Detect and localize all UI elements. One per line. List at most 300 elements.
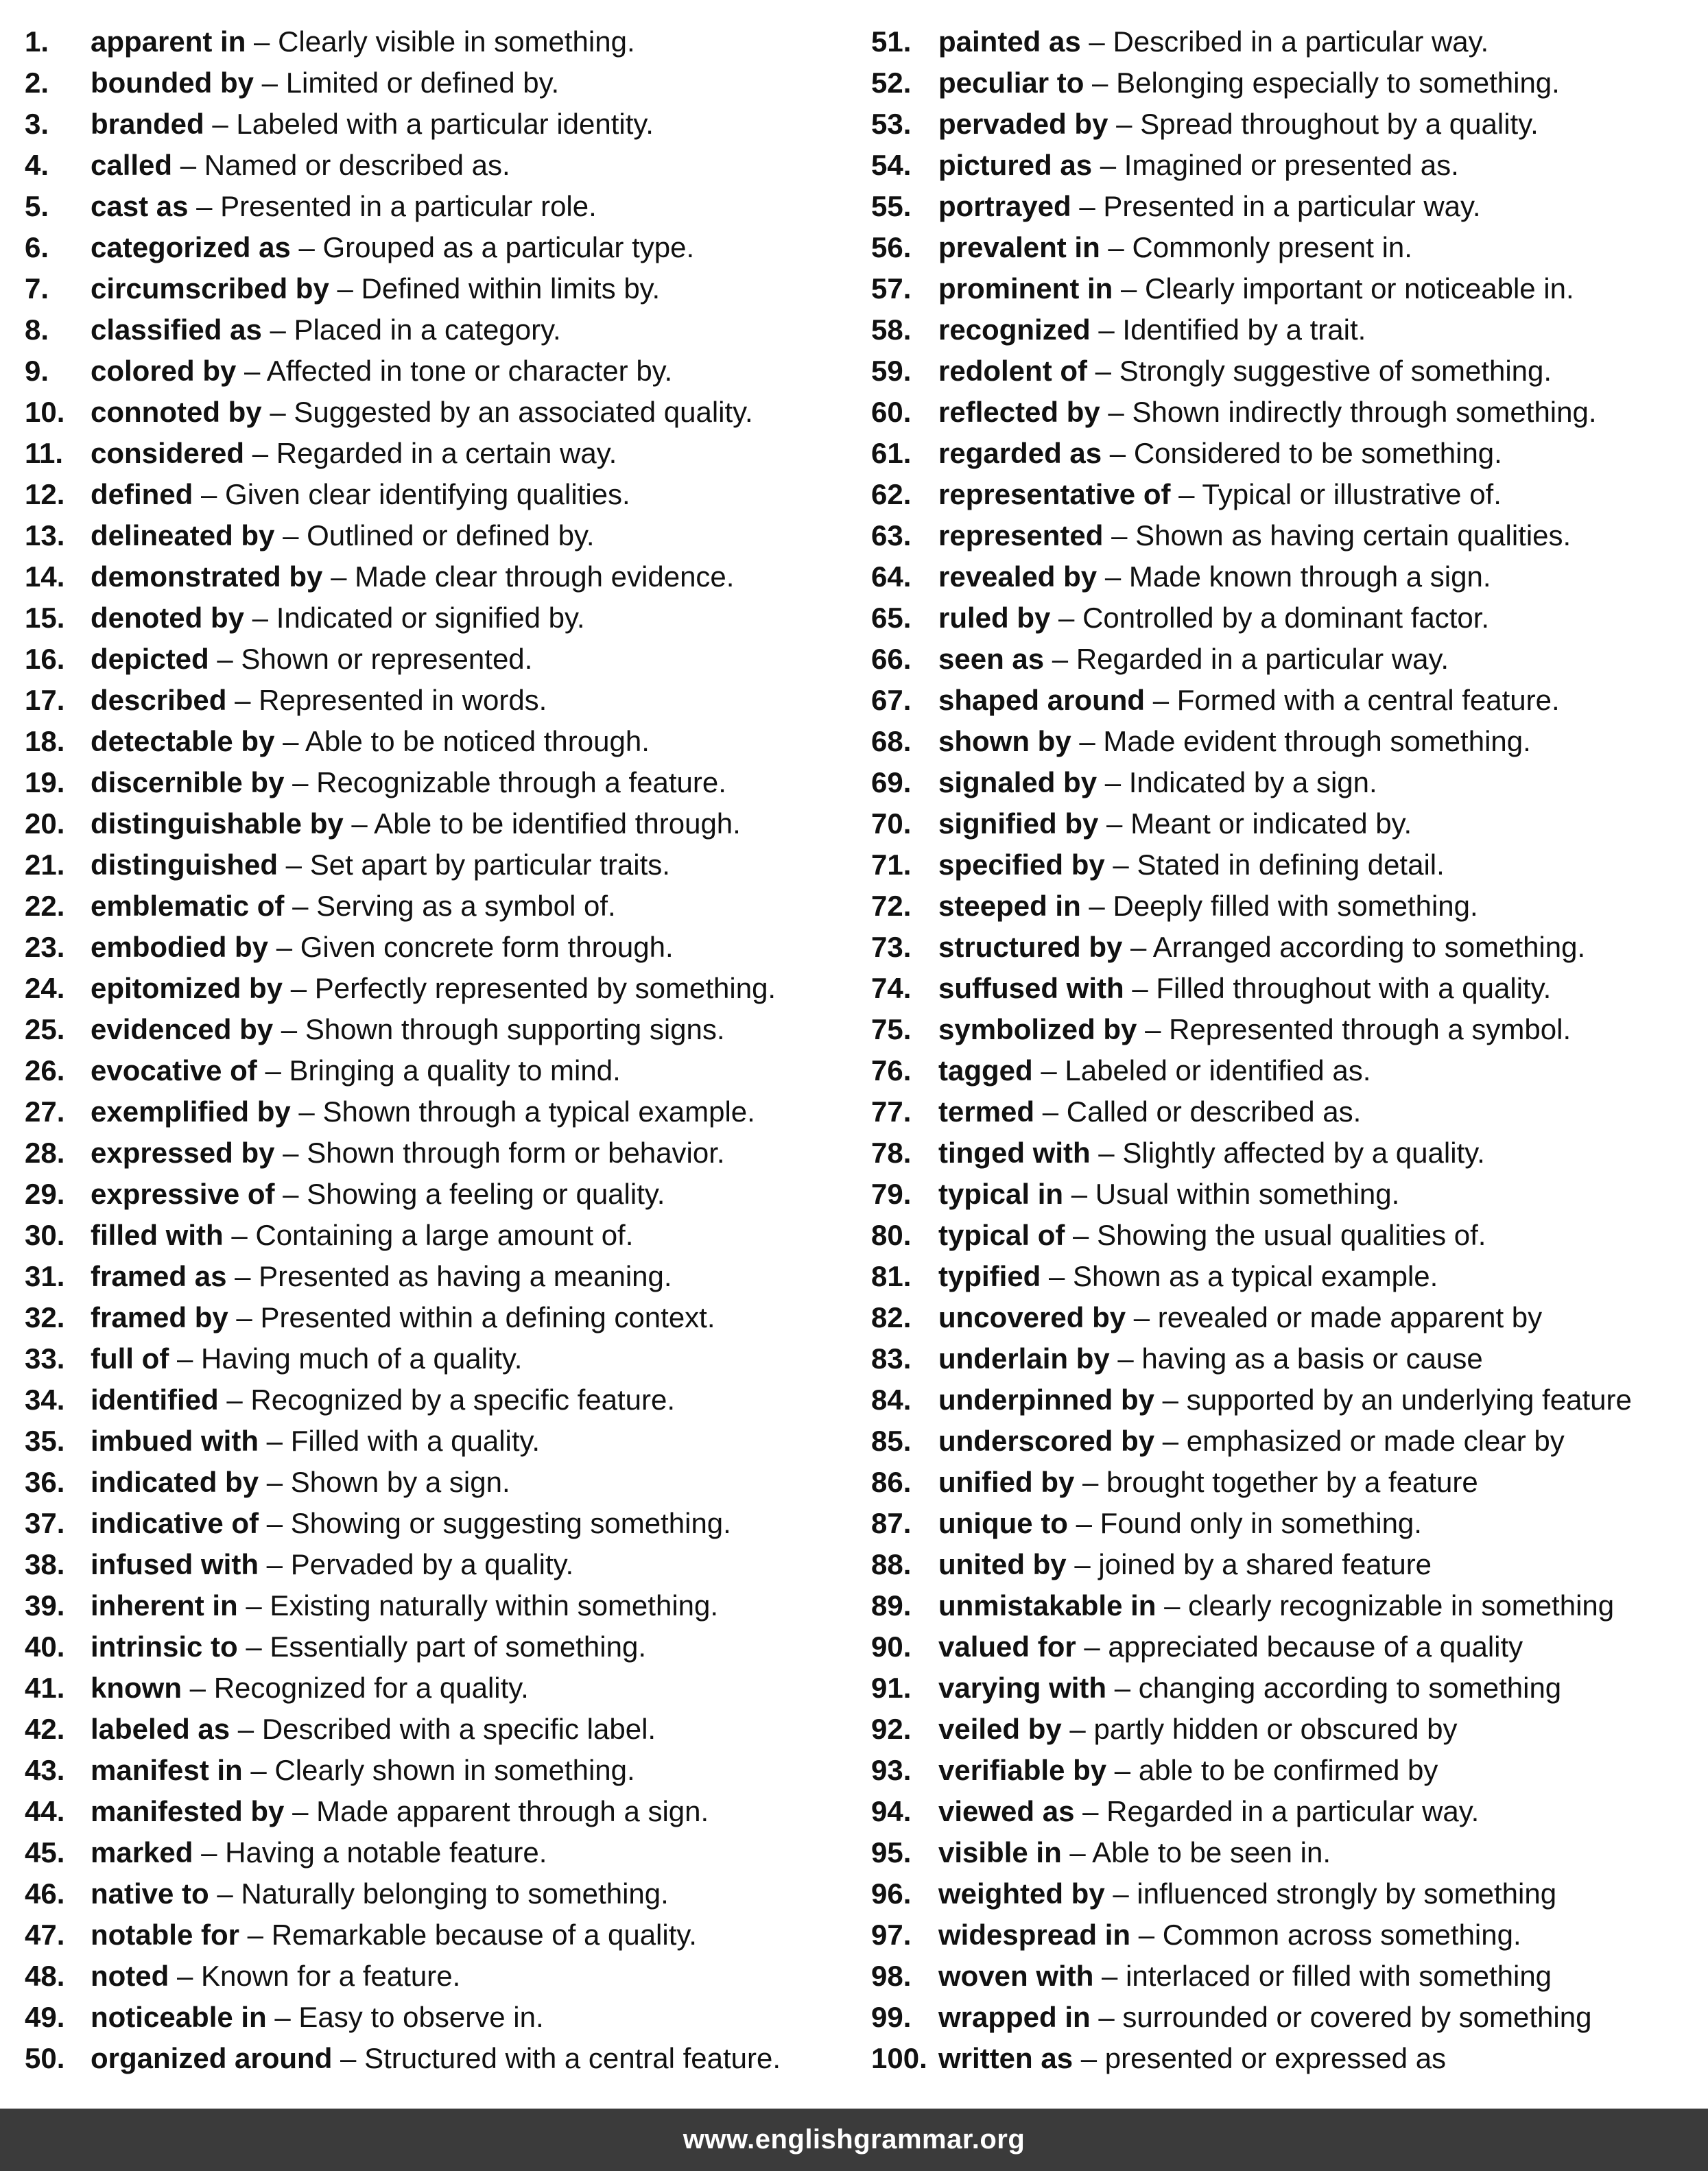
item-definition: Slightly affected by a quality. xyxy=(1122,1137,1485,1169)
item-definition: Bringing a quality to mind. xyxy=(289,1054,621,1087)
item-separator: – xyxy=(1097,560,1129,593)
item-number: 29. xyxy=(25,1178,65,1210)
list-item xyxy=(25,1259,848,1301)
item-separator: – xyxy=(239,1919,272,1951)
item-number: 23. xyxy=(25,931,65,963)
list-item xyxy=(25,1177,848,1218)
item-number: 43. xyxy=(25,1754,65,1786)
item-number: 58. xyxy=(871,313,912,346)
item-term: reflected by xyxy=(938,396,1100,428)
item-number: 18. xyxy=(25,725,65,757)
item-text xyxy=(91,272,660,306)
item-term: classified as xyxy=(91,313,262,346)
item-definition: Spread throughout by a quality. xyxy=(1140,108,1539,140)
item-term: prominent in xyxy=(938,272,1113,305)
item-term: defined xyxy=(91,478,193,510)
item-term: ruled by xyxy=(938,602,1051,634)
item-number: 75. xyxy=(871,1013,912,1045)
item-definition: Typical or illustrative of. xyxy=(1202,478,1502,510)
item-separator: – xyxy=(253,67,286,99)
item-text xyxy=(91,930,674,964)
item-separator: – xyxy=(1154,1425,1187,1457)
list-item xyxy=(871,1095,1701,1136)
item-separator: – xyxy=(259,1507,291,1539)
item-term: notable for xyxy=(91,1919,239,1951)
item-separator: – xyxy=(274,1137,307,1169)
item-text xyxy=(938,724,1531,759)
list-item xyxy=(871,230,1701,272)
item-term: representative of xyxy=(938,478,1171,510)
item-separator: – xyxy=(1071,725,1104,757)
item-separator: – xyxy=(1061,1836,1093,1869)
item-number: 88. xyxy=(871,1548,912,1580)
item-term: circumscribed by xyxy=(91,272,329,305)
item-text xyxy=(938,1547,1432,1582)
item-definition: Affected in tone or character by. xyxy=(266,355,673,387)
item-text xyxy=(91,724,650,759)
item-text xyxy=(938,1383,1632,1417)
item-separator: – xyxy=(1106,1754,1139,1786)
list-item xyxy=(871,724,1701,766)
list-item xyxy=(25,1012,848,1054)
item-term: denoted by xyxy=(91,602,245,634)
item-definition: Suggested by an associated quality. xyxy=(294,396,753,428)
item-separator: – xyxy=(268,931,300,963)
item-number: 24. xyxy=(25,972,65,1004)
list-item xyxy=(871,1342,1701,1383)
item-number: 76. xyxy=(871,1054,912,1087)
list-item xyxy=(871,272,1701,313)
item-term: imbued with xyxy=(91,1425,259,1457)
item-number: 62. xyxy=(871,478,912,510)
item-definition: Grouped as a particular type. xyxy=(322,231,695,263)
list-item xyxy=(871,1589,1701,1630)
list-item xyxy=(25,354,848,395)
list-item xyxy=(871,189,1701,230)
item-separator: – xyxy=(1106,1672,1139,1704)
item-definition: Labeled or identified as. xyxy=(1065,1054,1371,1087)
item-term: redolent of xyxy=(938,355,1087,387)
list-item xyxy=(871,1383,1701,1424)
item-term: discernible by xyxy=(91,766,285,798)
item-separator: – xyxy=(261,313,294,346)
item-number: 89. xyxy=(871,1589,912,1622)
item-separator: – xyxy=(188,190,221,222)
list-item xyxy=(871,1465,1701,1506)
list-item xyxy=(871,313,1701,354)
item-separator: – xyxy=(278,849,310,881)
item-text xyxy=(91,2041,781,2076)
item-text xyxy=(91,1753,635,1788)
item-text xyxy=(938,601,1489,635)
item-number: 64. xyxy=(871,560,912,593)
list-item xyxy=(871,395,1701,436)
item-term: shown by xyxy=(938,725,1071,757)
item-number: 84. xyxy=(871,1384,912,1416)
item-number: 36. xyxy=(25,1466,65,1498)
item-separator: – xyxy=(1097,766,1129,798)
item-separator: – xyxy=(204,108,237,140)
list-item xyxy=(25,601,848,642)
item-term: unique to xyxy=(938,1507,1068,1539)
item-term: evocative of xyxy=(91,1054,257,1087)
item-definition: Common across something. xyxy=(1162,1919,1521,1951)
list-item xyxy=(25,1877,848,1918)
item-text xyxy=(938,1301,1542,1335)
item-definition: Presented in a particular role. xyxy=(220,190,597,222)
list-item xyxy=(871,477,1701,519)
item-number: 54. xyxy=(871,149,912,181)
item-separator: – xyxy=(259,1425,291,1457)
item-text xyxy=(938,1095,1361,1129)
list-item xyxy=(25,1630,848,1671)
item-definition: Described with a specific label. xyxy=(261,1713,656,1745)
item-term: peculiar to xyxy=(938,67,1084,99)
item-number: 51. xyxy=(871,25,912,58)
item-term: embodied by xyxy=(91,931,269,963)
item-term: pervaded by xyxy=(938,108,1108,140)
item-text xyxy=(91,354,672,388)
item-definition: Shown as having certain qualities. xyxy=(1135,519,1571,551)
item-number: 59. xyxy=(871,355,912,387)
item-number: 61. xyxy=(871,437,912,469)
item-number: 22. xyxy=(25,890,65,922)
list-item xyxy=(25,519,848,560)
item-text xyxy=(91,601,585,635)
item-separator: – xyxy=(169,1960,202,1992)
item-text xyxy=(938,766,1377,800)
item-term: emblematic of xyxy=(91,890,285,922)
item-text xyxy=(938,354,1552,388)
item-term: cast as xyxy=(91,190,189,222)
item-number: 15. xyxy=(25,602,65,634)
item-text xyxy=(938,1753,1438,1788)
item-number: 93. xyxy=(871,1754,912,1786)
item-text xyxy=(91,148,510,182)
item-text xyxy=(91,971,776,1006)
item-definition: Commonly present in. xyxy=(1132,231,1412,263)
item-definition: Showing the usual qualities of. xyxy=(1097,1219,1486,1251)
item-term: infused with xyxy=(91,1548,259,1580)
item-number: 17. xyxy=(25,684,65,716)
item-number: 12. xyxy=(25,478,65,510)
item-separator: – xyxy=(1104,849,1137,881)
item-separator: – xyxy=(182,1672,214,1704)
list-item xyxy=(25,148,848,189)
item-term: tinged with xyxy=(938,1137,1091,1169)
list-item xyxy=(871,148,1701,189)
item-definition: Perfectly represented by something. xyxy=(314,972,776,1004)
item-term: organized around xyxy=(91,2042,333,2074)
item-separator: – xyxy=(1103,519,1136,551)
item-text xyxy=(938,930,1585,964)
list-item xyxy=(871,1836,1701,1877)
item-term: known xyxy=(91,1672,182,1704)
item-text xyxy=(938,683,1560,717)
item-separator: – xyxy=(237,1630,270,1663)
item-text xyxy=(938,1218,1486,1253)
item-definition: partly hidden or obscured by xyxy=(1093,1713,1458,1745)
item-number: 80. xyxy=(871,1219,912,1251)
item-separator: – xyxy=(290,231,323,263)
item-separator: – xyxy=(274,1178,307,1210)
item-separator: – xyxy=(1100,396,1132,428)
item-separator: – xyxy=(1090,1137,1123,1169)
item-separator: – xyxy=(1061,1713,1094,1745)
item-term: filled with xyxy=(91,1219,224,1251)
list-item xyxy=(25,436,848,477)
item-definition: Able to be seen in. xyxy=(1092,1836,1331,1869)
item-term: recognized xyxy=(938,313,1091,346)
list-item xyxy=(25,560,848,601)
item-number: 1. xyxy=(25,25,49,58)
item-term: unmistakable in xyxy=(938,1589,1157,1622)
item-text xyxy=(91,2000,544,2034)
item-definition: Controlled by a dominant factor. xyxy=(1082,602,1490,634)
item-term: framed by xyxy=(91,1301,228,1333)
item-text xyxy=(91,848,670,882)
item-term: distinguished xyxy=(91,849,278,881)
item-definition: Meant or indicated by. xyxy=(1130,807,1412,840)
list-item xyxy=(25,1547,848,1589)
item-text xyxy=(91,1506,731,1541)
item-term: called xyxy=(91,149,173,181)
item-definition: Strongly suggestive of something. xyxy=(1119,355,1552,387)
list-item xyxy=(25,1836,848,1877)
item-text xyxy=(91,25,635,59)
item-number: 44. xyxy=(25,1795,65,1827)
item-number: 19. xyxy=(25,766,65,798)
item-separator: – xyxy=(1093,1960,1126,1992)
item-number: 96. xyxy=(871,1877,912,1910)
item-definition: Formed with a central feature. xyxy=(1176,684,1560,716)
list-item xyxy=(25,642,848,683)
item-term: structured by xyxy=(938,931,1123,963)
item-definition: Named or described as. xyxy=(204,149,510,181)
list-item xyxy=(871,601,1701,642)
item-term: verifiable by xyxy=(938,1754,1107,1786)
item-definition: Shown or represented. xyxy=(241,643,533,675)
item-text xyxy=(91,477,630,512)
item-term: labeled as xyxy=(91,1713,230,1745)
item-definition: Structured with a central feature. xyxy=(364,2042,781,2074)
item-definition: having as a basis or cause xyxy=(1141,1342,1483,1375)
item-number: 40. xyxy=(25,1630,65,1663)
item-definition: Considered to be something. xyxy=(1133,437,1502,469)
item-number: 53. xyxy=(871,108,912,140)
item-term: varying with xyxy=(938,1672,1107,1704)
item-text xyxy=(91,1589,718,1623)
item-number: 45. xyxy=(25,1836,65,1869)
item-separator: – xyxy=(228,1301,261,1333)
item-number: 72. xyxy=(871,890,912,922)
list-item xyxy=(25,1054,848,1095)
item-separator: – xyxy=(274,725,305,757)
item-number: 56. xyxy=(871,231,912,263)
item-term: woven with xyxy=(938,1960,1094,1992)
item-number: 48. xyxy=(25,1960,65,1992)
item-text xyxy=(91,313,561,347)
item-definition: Presented in a particular way. xyxy=(1103,190,1481,222)
item-separator: – xyxy=(169,1342,201,1375)
list-item xyxy=(25,25,848,66)
list-item xyxy=(25,395,848,436)
item-text xyxy=(91,1136,725,1170)
item-term: categorized as xyxy=(91,231,291,263)
item-term: demonstrated by xyxy=(91,560,323,593)
item-text xyxy=(938,1506,1422,1541)
item-definition: Stated in defining detail. xyxy=(1137,849,1445,881)
item-separator: – xyxy=(1122,931,1153,963)
item-text xyxy=(91,1630,646,1664)
list-item xyxy=(871,66,1701,107)
item-number: 21. xyxy=(25,849,65,881)
item-number: 65. xyxy=(871,602,912,634)
list-item xyxy=(871,1671,1701,1712)
item-number: 9. xyxy=(25,355,49,387)
item-term: symbolized by xyxy=(938,1013,1137,1045)
item-definition: Identified by a trait. xyxy=(1122,313,1366,346)
item-term: specified by xyxy=(938,849,1105,881)
item-definition: changing according to something xyxy=(1138,1672,1562,1704)
list-item xyxy=(25,930,848,971)
item-definition: Outlined or defined by. xyxy=(307,519,595,551)
item-term: manifested by xyxy=(91,1795,285,1827)
item-term: seen as xyxy=(938,643,1045,675)
item-text xyxy=(91,1918,697,1952)
item-definition: Given concrete form through. xyxy=(300,931,674,963)
list-item xyxy=(871,436,1701,477)
list-item xyxy=(871,2000,1701,2041)
item-text xyxy=(91,683,547,717)
item-term: wrapped in xyxy=(938,2001,1091,2033)
item-separator: – xyxy=(284,890,317,922)
item-definition: Presented within a defining context. xyxy=(260,1301,715,1333)
item-text xyxy=(938,107,1539,141)
item-term: portrayed xyxy=(938,190,1071,222)
item-number: 6. xyxy=(25,231,49,263)
list-item xyxy=(25,313,848,354)
item-term: steeped in xyxy=(938,890,1081,922)
list-item xyxy=(25,1465,848,1506)
item-separator: – xyxy=(1074,1795,1107,1827)
item-definition: Shown as a typical example. xyxy=(1073,1260,1438,1292)
item-separator: – xyxy=(1065,1219,1098,1251)
item-definition: Given clear identifying qualities. xyxy=(225,478,630,510)
item-definition: Serving as a symbol of. xyxy=(316,890,616,922)
item-separator: – xyxy=(1032,1054,1065,1087)
item-term: branded xyxy=(91,108,204,140)
list-item xyxy=(25,1218,848,1259)
item-term: shaped around xyxy=(938,684,1146,716)
item-separator: – xyxy=(261,396,294,428)
list-item xyxy=(871,1424,1701,1465)
item-text xyxy=(938,1054,1371,1088)
item-term: united by xyxy=(938,1548,1067,1580)
item-text xyxy=(91,1012,725,1047)
item-text xyxy=(938,1342,1483,1376)
item-number: 28. xyxy=(25,1137,65,1169)
item-separator: – xyxy=(193,478,226,510)
footer-bar xyxy=(0,2109,1708,2171)
item-definition: Able to be identified through. xyxy=(374,807,741,840)
item-term: signified by xyxy=(938,807,1099,840)
website-url: www.englishgrammar.org xyxy=(683,2124,1025,2155)
list-item xyxy=(25,1506,848,1547)
item-term: visible in xyxy=(938,1836,1062,1869)
list-item xyxy=(871,560,1701,601)
item-separator: – xyxy=(1092,149,1124,181)
item-number: 39. xyxy=(25,1589,65,1622)
item-separator: – xyxy=(244,437,276,469)
item-term: marked xyxy=(91,1836,193,1869)
item-separator: – xyxy=(284,1795,317,1827)
item-definition: interlaced or filled with something xyxy=(1126,1960,1552,1992)
item-separator: – xyxy=(1063,1178,1095,1210)
item-number: 92. xyxy=(871,1713,912,1745)
item-definition: Represented in words. xyxy=(259,684,547,716)
item-separator: – xyxy=(230,1713,262,1745)
item-number: 91. xyxy=(871,1672,912,1704)
item-definition: revealed or made apparent by xyxy=(1157,1301,1543,1333)
item-number: 77. xyxy=(871,1095,912,1128)
list-item xyxy=(871,1301,1701,1342)
item-text xyxy=(91,1342,522,1376)
list-item xyxy=(871,1506,1701,1547)
item-term: typified xyxy=(938,1260,1041,1292)
item-definition: Containing a large amount of. xyxy=(255,1219,634,1251)
item-number: 49. xyxy=(25,2001,65,2033)
list-item xyxy=(871,642,1701,683)
item-term: considered xyxy=(91,437,245,469)
list-item xyxy=(25,1918,848,1959)
item-separator: – xyxy=(283,972,315,1004)
item-separator: – xyxy=(1090,2001,1123,2033)
list-item xyxy=(871,766,1701,807)
item-term: native to xyxy=(91,1877,209,1910)
item-separator: – xyxy=(226,1260,259,1292)
item-separator: – xyxy=(1156,1589,1189,1622)
item-number: 66. xyxy=(871,643,912,675)
item-term: written as xyxy=(938,2042,1074,2074)
item-term: underscored by xyxy=(938,1425,1155,1457)
item-definition: Having a notable feature. xyxy=(225,1836,547,1869)
item-number: 95. xyxy=(871,1836,912,1869)
item-definition: Essentially part of something. xyxy=(270,1630,646,1663)
item-term: manifest in xyxy=(91,1754,243,1786)
item-separator: – xyxy=(259,1466,291,1498)
item-definition: Regarded in a particular way. xyxy=(1076,643,1449,675)
list-item xyxy=(871,107,1701,148)
item-separator: – xyxy=(209,643,241,675)
item-number: 74. xyxy=(871,972,912,1004)
item-number: 97. xyxy=(871,1919,912,1951)
list-item xyxy=(25,477,848,519)
list-item xyxy=(871,1794,1701,1836)
item-text xyxy=(91,560,734,594)
item-definition: Shown through form or behavior. xyxy=(307,1137,725,1169)
item-text xyxy=(938,1836,1331,1870)
list-item xyxy=(25,189,848,230)
item-term: evidenced by xyxy=(91,1013,274,1045)
item-definition: Shown through a typical example. xyxy=(322,1095,755,1128)
item-number: 57. xyxy=(871,272,912,305)
item-text xyxy=(938,1794,1479,1829)
item-text xyxy=(938,807,1412,841)
item-text xyxy=(938,1465,1478,1499)
item-text xyxy=(91,1054,621,1088)
list-item xyxy=(25,1712,848,1753)
